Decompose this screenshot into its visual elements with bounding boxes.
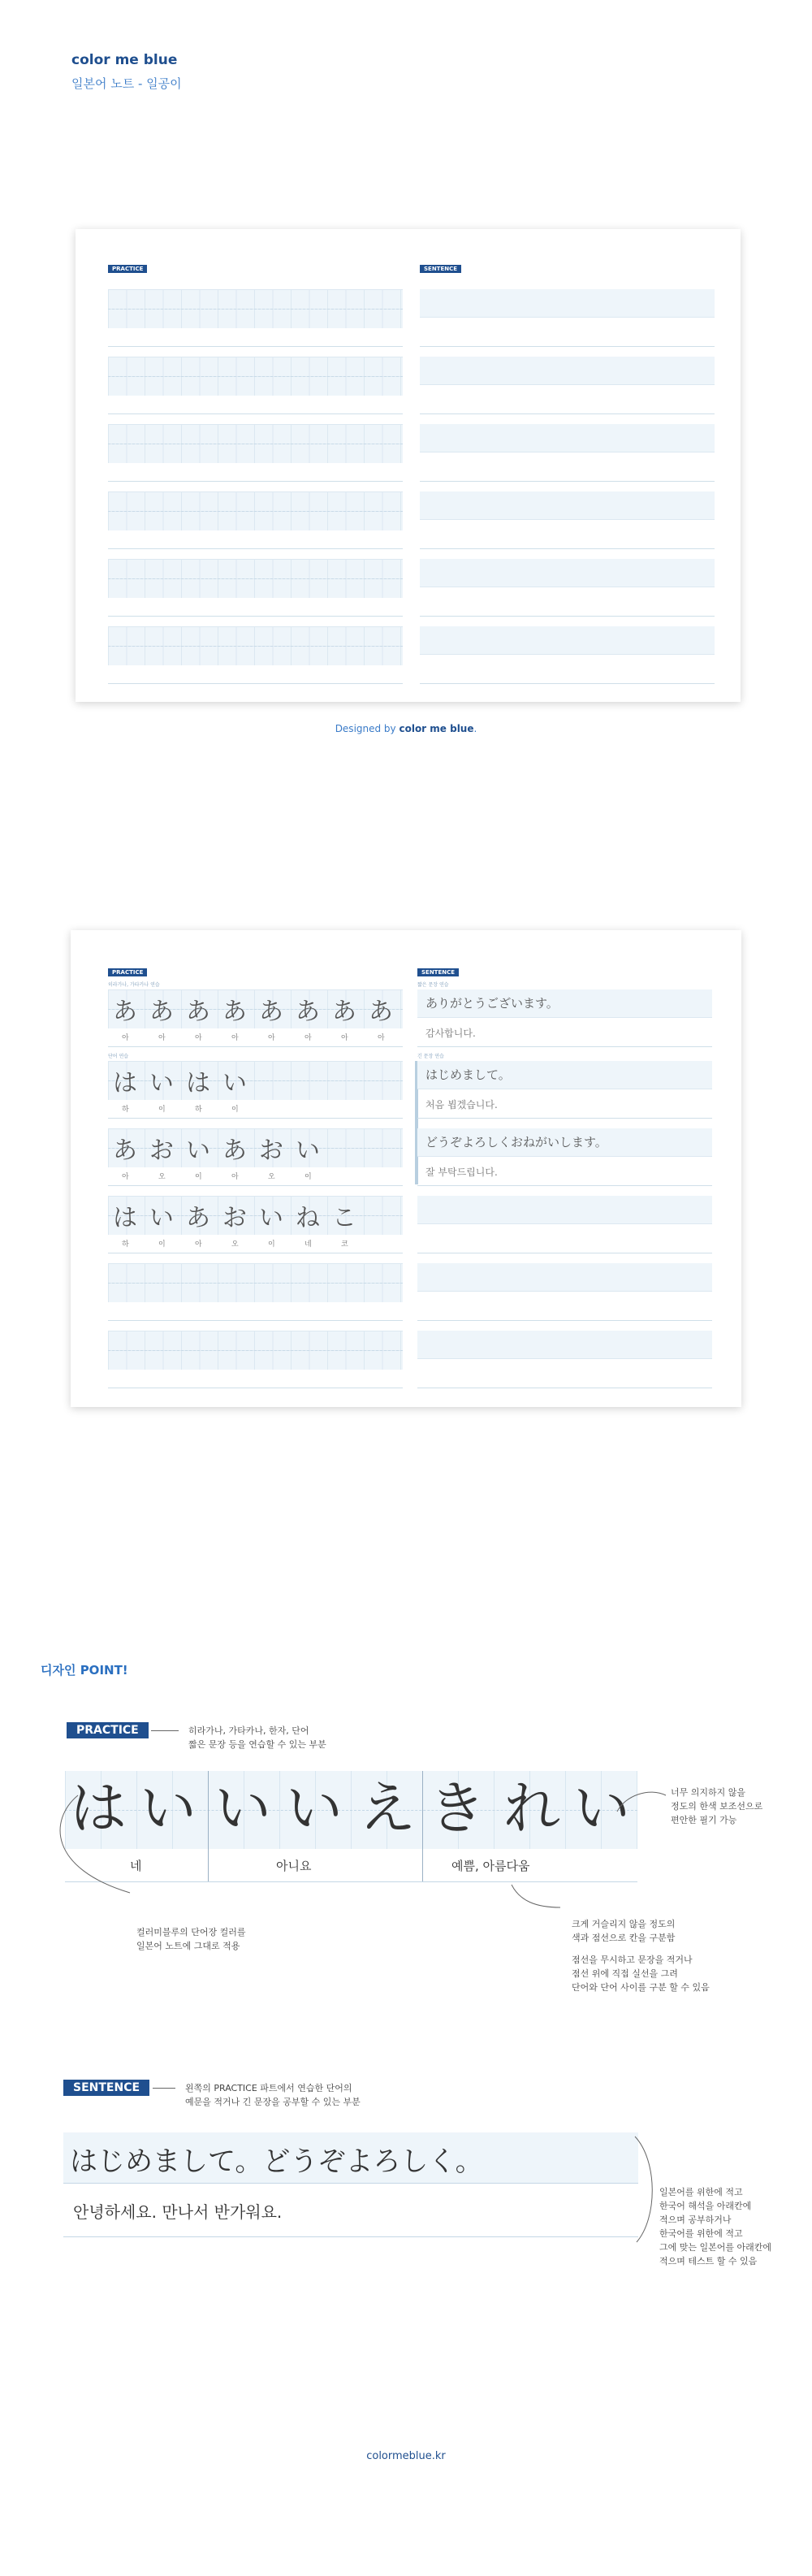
page-subtitle: 일본어 노트 - 일공이 <box>71 76 182 91</box>
practice-char: お <box>222 1204 247 1232</box>
practice-reading: 네 <box>304 1240 312 1249</box>
practice-char: あ <box>149 998 174 1026</box>
practice-reading: 이 <box>158 1106 166 1114</box>
practice-char: い <box>296 1136 320 1165</box>
handwritten-char: い <box>573 1775 630 1842</box>
practice-char: あ <box>296 998 320 1026</box>
practice-row <box>108 1128 403 1187</box>
sentence-row-empty <box>417 1331 712 1389</box>
practice-char: は <box>186 1069 210 1098</box>
handwritten-char: い <box>286 1775 343 1842</box>
practice-reading: 아 <box>304 1034 312 1042</box>
credit-brand: color me blue <box>399 723 474 734</box>
practice-row <box>108 989 403 1048</box>
practice-reading: 오 <box>158 1173 166 1181</box>
practice-description: 히라가나, 가타카나, 한자, 단어 짧은 문장 등을 연습할 수 있는 부분 <box>188 1725 326 1750</box>
practice-char: い <box>222 1069 247 1098</box>
practice-reading: 하 <box>122 1106 129 1114</box>
sentence-row-empty <box>417 1263 712 1322</box>
practice-char: あ <box>113 1136 137 1165</box>
practice-reading: 이 <box>304 1173 312 1181</box>
practice-char: ね <box>296 1204 320 1232</box>
sentence-label: 짧은 문장 연습 <box>417 982 449 988</box>
sentence-row <box>417 1061 712 1119</box>
reading-handwritten: 예쁨, 아름다움 <box>451 1859 530 1873</box>
practice-tag: PRACTICE <box>108 265 147 273</box>
practice-char: あ <box>369 998 393 1026</box>
practice-char: あ <box>186 998 210 1026</box>
sentence-tag: SENTENCE <box>420 265 461 273</box>
handwritten-char: は <box>70 1775 127 1842</box>
practice-reading: 아 <box>268 1034 275 1042</box>
sentence-jp: どうぞよろしくおねがいします。 <box>425 1135 607 1149</box>
footer-site: colormeblue.kr <box>366 2450 446 2462</box>
practice-note-left: 컬러미블루의 단어장 컬러를 일본어 노트에 그대로 적용 <box>136 1927 246 1951</box>
sentence-row <box>417 989 712 1048</box>
sentence-ko-handwritten: 안녕하세요. 만나서 반가워요. <box>73 2202 283 2222</box>
sentence-jp: ありがとうございます。 <box>425 996 559 1011</box>
practice-char: は <box>113 1069 137 1098</box>
practice-char: い <box>149 1069 174 1098</box>
practice-char: こ <box>332 1204 356 1232</box>
practice-detail-tag: PRACTICE <box>67 1722 149 1738</box>
sentence-ko: 잘 부탁드립니다. <box>425 1167 498 1178</box>
practice-reading: 아 <box>195 1240 202 1249</box>
handwritten-char: い <box>214 1775 271 1842</box>
handwritten-char: れ <box>503 1775 560 1842</box>
practice-reading: 하 <box>122 1240 129 1249</box>
handwritten-char: い <box>140 1775 197 1842</box>
practice-char: い <box>259 1204 283 1232</box>
sample-notebook-spread <box>71 930 741 1407</box>
reading-handwritten: 네 <box>130 1859 142 1873</box>
practice-reading: 이 <box>268 1240 275 1249</box>
practice-reading: 아 <box>195 1034 202 1042</box>
practice-reading: 아 <box>341 1034 348 1042</box>
practice-reading: 이 <box>158 1240 166 1249</box>
practice-char: あ <box>113 998 137 1026</box>
sentence-label: 긴 문장 연습 <box>417 1054 444 1059</box>
sentence-jp-handwritten: はじめまして。どうぞよろしく。 <box>70 2145 483 2178</box>
practice-char: あ <box>332 998 356 1026</box>
practice-tag: PRACTICE <box>108 968 147 976</box>
arrow-line <box>153 2088 175 2089</box>
handwritten-char: え <box>359 1775 416 1842</box>
sentence-row <box>417 1128 712 1187</box>
practice-reading: 아 <box>122 1173 129 1181</box>
sentence-note: 일본어를 위한에 적고 한국어 해석을 아래칸에 적으며 공부하거나 한국어를 위한에 적고 그에 맞는 일본어를 아래칸에 적으며 테스트 할 수 있음 <box>659 2187 772 2266</box>
practice-reading: 코 <box>341 1240 348 1249</box>
design-point-title: 디자인 POINT! <box>41 1663 128 1678</box>
practice-note-right: 너무 의지하지 않을 정도의 한색 보조선으로 편안한 필기 가능 <box>671 1787 763 1825</box>
sentence-ko: 처음 뵙겠습니다. <box>425 1099 498 1110</box>
practice-reading: 아 <box>378 1034 385 1042</box>
sentence-detail-tag: SENTENCE <box>63 2080 149 2096</box>
brand-title: color me blue <box>71 52 178 68</box>
practice-char: あ <box>186 1204 210 1232</box>
practice-row-label: 단어 연습 <box>108 1054 129 1059</box>
practice-char: あ <box>259 998 283 1026</box>
practice-row <box>108 1061 403 1119</box>
practice-reading: 아 <box>122 1034 129 1042</box>
practice-reading: 오 <box>231 1240 239 1249</box>
sentence-description: 왼쪽의 PRACTICE 파트에서 연습한 단어의 예문을 적거나 긴 문장을 공부할 수 있는 부분 <box>185 2083 361 2107</box>
practice-row <box>108 1196 403 1254</box>
practice-reading: 이 <box>231 1106 239 1114</box>
practice-char: い <box>186 1136 210 1165</box>
practice-reading: 오 <box>268 1173 275 1181</box>
handwritten-char: き <box>429 1775 486 1842</box>
practice-reading: 아 <box>231 1173 239 1181</box>
practice-char: い <box>149 1204 174 1232</box>
practice-row-label: 히라가나, 가타카나 연습 <box>108 982 160 988</box>
practice-note-middle: 크게 거슬리지 않을 정도의 색과 점선으로 칸을 구분함 <box>572 1919 676 1943</box>
practice-reading: 하 <box>195 1106 202 1114</box>
practice-row-empty <box>108 1331 403 1389</box>
practice-reading: 이 <box>195 1173 202 1181</box>
practice-row-empty <box>108 1263 403 1322</box>
designer-credit: Designed by color me blue. <box>335 723 477 734</box>
practice-char: は <box>113 1204 137 1232</box>
sentence-jp: はじめまして。 <box>425 1067 511 1082</box>
reading-handwritten: 아니요 <box>276 1859 312 1873</box>
practice-char: お <box>149 1136 174 1165</box>
sentence-tag: SENTENCE <box>417 968 459 976</box>
blank-notebook-spread <box>76 229 741 702</box>
practice-char: お <box>259 1136 283 1165</box>
practice-reading: 아 <box>231 1034 239 1042</box>
practice-char: あ <box>222 1136 247 1165</box>
practice-note-middle-2: 점선을 무시하고 문장을 적거나 점선 위에 직접 실선을 그려 단어와 단어 사이를 구분 할 수 있음 <box>572 1955 710 1993</box>
practice-char: あ <box>222 998 247 1026</box>
practice-reading: 아 <box>158 1034 166 1042</box>
sentence-row-empty <box>417 1196 712 1254</box>
sentence-ko: 감사합니다. <box>425 1028 476 1039</box>
arrow-line <box>151 1730 179 1731</box>
sentence-detail-lines <box>63 2132 638 2238</box>
